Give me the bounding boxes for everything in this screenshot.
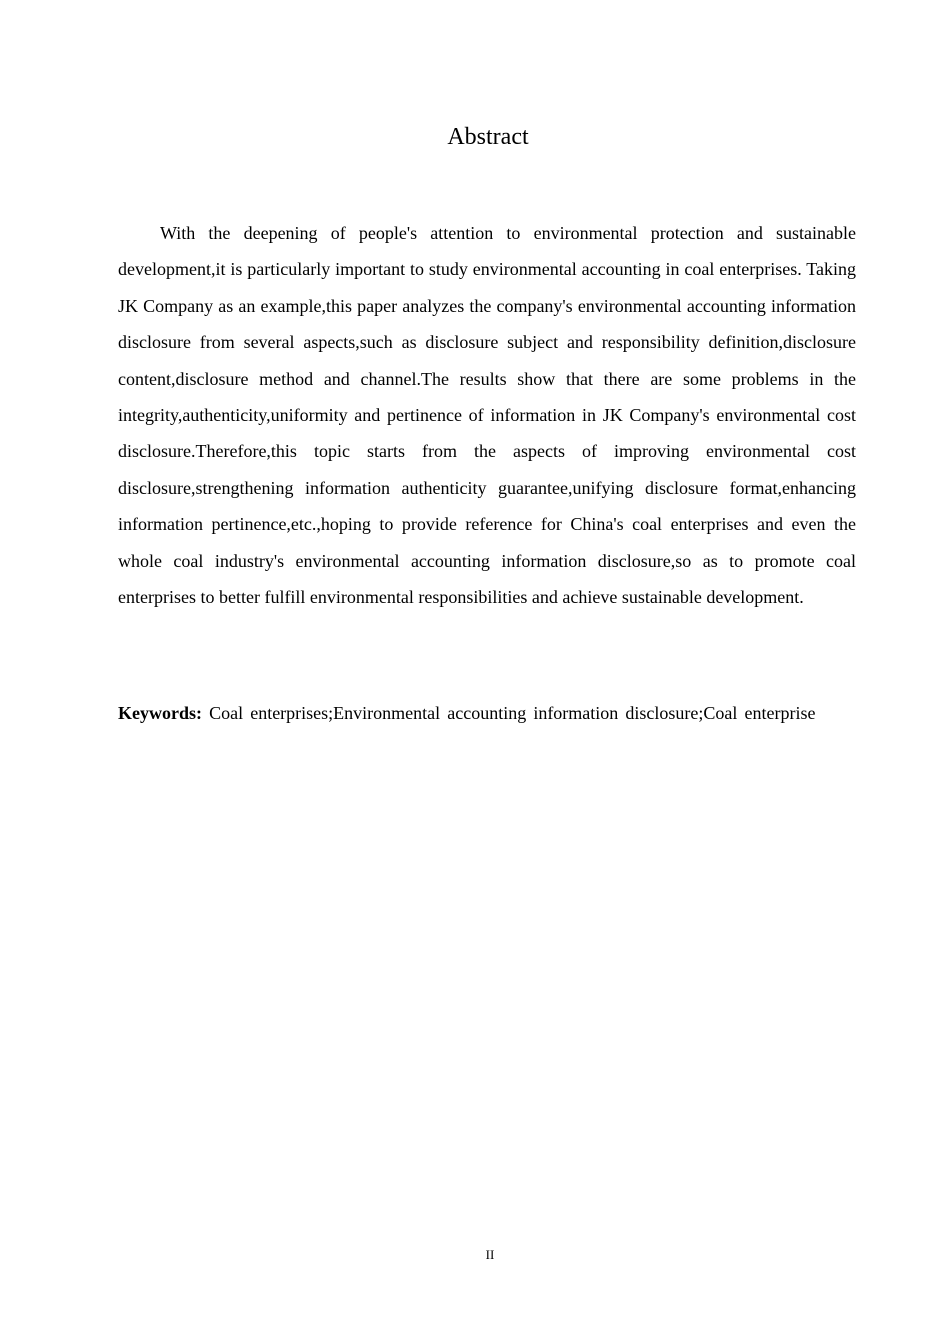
page-title: Abstract	[447, 124, 529, 150]
keywords-text: Coal enterprises;Environmental accounting information disclosure;Coal enterprise	[209, 703, 816, 723]
keywords-label: Keywords:	[118, 703, 202, 723]
abstract-paragraph: With the deepening of people's attention to environmental protection and sustainable development,it is particularly important to study environmental accounting in coal enterprises. Taking JK Company as an example,this paper analyzes the company's environmental accounting information disclosure from several aspects,such as disclosure subject and responsibility definition,disclosure content,disclosure method and channel.The results show that there are some problems in the integrity,authenticity,uniformity and pertinence of information in JK Company's environmental cost disclosure.Therefore,this topic starts from the aspects of improving environmental cost disclosure,strengthening information authenticity guarantee,unifying disclosure format,enhancing information pertinence,etc.,hoping to provide reference for China's coal enterprises and even the whole coal industry's environmental accounting information disclosure,so as to promote coal enterprises to better fulfill environmental responsibilities and achieve sustainable development.	[118, 223, 856, 608]
page-number: II	[485, 1247, 495, 1262]
keywords-line	[118, 695, 878, 731]
